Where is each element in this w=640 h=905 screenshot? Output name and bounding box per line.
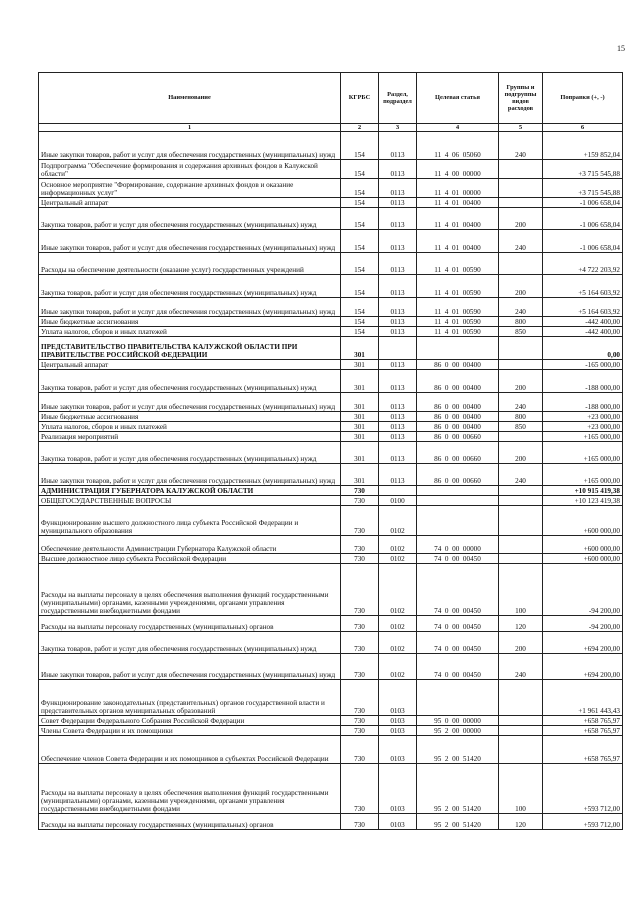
row-kgrbs: 301 xyxy=(341,370,379,393)
row-kgrbs: 154 xyxy=(341,230,379,253)
row-group: 100 xyxy=(499,764,543,814)
budget-amendments-table xyxy=(38,72,623,830)
table-row xyxy=(39,814,623,830)
row-article: 95 2 00 00000 xyxy=(417,726,499,736)
row-kgrbs: 730 xyxy=(341,716,379,726)
row-kgrbs: 154 xyxy=(341,208,379,230)
table-row xyxy=(39,464,623,486)
row-group xyxy=(499,179,543,198)
row-kgrbs: 730 xyxy=(341,764,379,814)
row-name: Уплата налогов, сборов и иных платежей xyxy=(39,422,341,432)
row-article xyxy=(417,680,499,716)
row-razdel: 0113 xyxy=(379,253,417,275)
row-razdel: 0102 xyxy=(379,616,417,632)
row-group: 850 xyxy=(499,422,543,432)
row-group xyxy=(499,554,543,564)
row-razdel xyxy=(379,486,417,496)
row-name: Основное мероприятие "Формирование, содержание архивных фондов и оказание информационных услуг" xyxy=(39,179,341,198)
row-razdel: 0113 xyxy=(379,432,417,442)
row-razdel: 0102 xyxy=(379,506,417,536)
row-group: 100 xyxy=(499,564,543,616)
row-kgrbs: 730 xyxy=(341,486,379,496)
row-name: Функционирование высшего должностного лица субъекта Российской Федерации и муниципального образования xyxy=(39,506,341,536)
table-row xyxy=(39,230,623,253)
table-row xyxy=(39,764,623,814)
col-number: 2 xyxy=(341,124,379,132)
row-razdel: 0113 xyxy=(379,412,417,422)
row-kgrbs: 730 xyxy=(341,616,379,632)
row-kgrbs: 154 xyxy=(341,275,379,298)
row-amount: 0,00 xyxy=(543,337,623,360)
row-amount: +5 164 603,92 xyxy=(543,298,623,317)
row-kgrbs: 154 xyxy=(341,179,379,198)
row-amount: +165 000,00 xyxy=(543,464,623,486)
row-group: 240 xyxy=(499,464,543,486)
row-kgrbs: 301 xyxy=(341,337,379,360)
row-amount: +23 000,00 xyxy=(543,412,623,422)
row-razdel: 0100 xyxy=(379,496,417,506)
table-row xyxy=(39,422,623,432)
col-number: 4 xyxy=(417,124,499,132)
row-razdel: 0113 xyxy=(379,275,417,298)
row-article: 74 0 00 00000 xyxy=(417,536,499,554)
table-row xyxy=(39,680,623,716)
row-group xyxy=(499,726,543,736)
row-kgrbs: 301 xyxy=(341,442,379,464)
row-name: АДМИНИСТРАЦИЯ ГУБЕРНАТОРА КАЛУЖСКОЙ ОБЛАСТИ xyxy=(39,486,341,496)
table-row xyxy=(39,412,623,422)
column-number-row xyxy=(39,124,623,132)
row-razdel xyxy=(379,337,417,360)
row-amount: -1 006 658,04 xyxy=(543,208,623,230)
row-razdel: 0113 xyxy=(379,132,417,160)
row-group xyxy=(499,486,543,496)
table-row xyxy=(39,360,623,370)
row-razdel: 0113 xyxy=(379,160,417,179)
row-group: 850 xyxy=(499,327,543,337)
row-amount: +593 712,00 xyxy=(543,814,623,830)
row-razdel: 0113 xyxy=(379,327,417,337)
row-article: 95 0 00 00000 xyxy=(417,716,499,726)
row-amount: -94 200,00 xyxy=(543,616,623,632)
row-kgrbs: 301 xyxy=(341,360,379,370)
row-name: Иные бюджетные ассигнования xyxy=(39,317,341,327)
row-article xyxy=(417,486,499,496)
row-kgrbs: 730 xyxy=(341,736,379,764)
row-name: Закупка товаров, работ и услуг для обеспечения государственных (муниципальных) нужд xyxy=(39,632,341,654)
col-number: 1 xyxy=(39,124,341,132)
table-row xyxy=(39,654,623,680)
row-razdel: 0113 xyxy=(379,360,417,370)
row-kgrbs: 730 xyxy=(341,536,379,554)
row-name: Закупка товаров, работ и услуг для обеспечения государственных (муниципальных) нужд xyxy=(39,442,341,464)
row-razdel: 0113 xyxy=(379,393,417,412)
row-razdel: 0103 xyxy=(379,680,417,716)
row-amount: +658 765,97 xyxy=(543,716,623,726)
row-article: 74 0 00 00450 xyxy=(417,554,499,564)
row-name: Совет Федерации Федерального Собрания Российской Федерации xyxy=(39,716,341,726)
row-kgrbs: 730 xyxy=(341,726,379,736)
table-row xyxy=(39,616,623,632)
row-article: 95 2 00 51420 xyxy=(417,764,499,814)
row-razdel: 0113 xyxy=(379,198,417,208)
table-row xyxy=(39,564,623,616)
table-row xyxy=(39,327,623,337)
row-name: Реализация мероприятий xyxy=(39,432,341,442)
row-kgrbs: 730 xyxy=(341,564,379,616)
row-article: 74 0 00 00450 xyxy=(417,654,499,680)
row-name: Расходы на выплаты персоналу государственных (муниципальных) органов xyxy=(39,616,341,632)
table-row xyxy=(39,716,623,726)
row-amount: -188 000,00 xyxy=(543,370,623,393)
row-kgrbs: 730 xyxy=(341,680,379,716)
row-amount: +600 000,00 xyxy=(543,554,623,564)
row-article: 86 0 00 00400 xyxy=(417,393,499,412)
row-kgrbs: 301 xyxy=(341,432,379,442)
row-article: 11 4 01 00000 xyxy=(417,179,499,198)
row-article: 86 0 00 00400 xyxy=(417,370,499,393)
row-kgrbs: 301 xyxy=(341,464,379,486)
col-number: 6 xyxy=(543,124,623,132)
row-kgrbs: 154 xyxy=(341,327,379,337)
row-amount: +593 712,00 xyxy=(543,764,623,814)
table-row xyxy=(39,198,623,208)
row-article: 11 4 01 00590 xyxy=(417,317,499,327)
table-row xyxy=(39,317,623,327)
row-article: 86 0 00 00400 xyxy=(417,360,499,370)
row-group: 240 xyxy=(499,393,543,412)
row-amount: +658 765,97 xyxy=(543,736,623,764)
row-razdel: 0113 xyxy=(379,230,417,253)
table-row xyxy=(39,208,623,230)
row-name: Иные закупки товаров, работ и услуг для обеспечения государственных (муниципальных) нужд xyxy=(39,654,341,680)
table-row xyxy=(39,432,623,442)
row-group xyxy=(499,198,543,208)
row-name: Иные закупки товаров, работ и услуг для обеспечения государственных (муниципальных) нужд xyxy=(39,132,341,160)
row-group: 200 xyxy=(499,632,543,654)
col-number: 3 xyxy=(379,124,417,132)
row-name: Иные закупки товаров, работ и услуг для обеспечения государственных (муниципальных) нужд xyxy=(39,230,341,253)
col-header-groups: Группы и подгруппы видов расходов xyxy=(499,73,543,124)
row-kgrbs: 154 xyxy=(341,160,379,179)
table-row xyxy=(39,554,623,564)
table-row xyxy=(39,486,623,496)
row-group: 200 xyxy=(499,275,543,298)
row-name: Закупка товаров, работ и услуг для обеспечения государственных (муниципальных) нужд xyxy=(39,275,341,298)
row-group xyxy=(499,432,543,442)
row-group: 120 xyxy=(499,616,543,632)
row-kgrbs: 730 xyxy=(341,496,379,506)
col-header-article: Целевая статья xyxy=(417,73,499,124)
row-amount: +694 200,00 xyxy=(543,654,623,680)
table-row xyxy=(39,506,623,536)
row-razdel: 0103 xyxy=(379,716,417,726)
row-article: 11 4 00 00000 xyxy=(417,160,499,179)
row-group: 200 xyxy=(499,442,543,464)
row-article xyxy=(417,496,499,506)
row-razdel: 0113 xyxy=(379,442,417,464)
row-name: Иные закупки товаров, работ и услуг для обеспечения государственных (муниципальных) нужд xyxy=(39,464,341,486)
row-amount: +23 000,00 xyxy=(543,422,623,432)
table-row xyxy=(39,370,623,393)
row-name: ОБЩЕГОСУДАРСТВЕННЫЕ ВОПРОСЫ xyxy=(39,496,341,506)
header-row xyxy=(39,73,623,124)
row-name: Уплата налогов, сборов и иных платежей xyxy=(39,327,341,337)
row-kgrbs: 301 xyxy=(341,422,379,432)
row-group xyxy=(499,680,543,716)
row-group xyxy=(499,160,543,179)
row-group: 800 xyxy=(499,412,543,422)
row-group: 240 xyxy=(499,230,543,253)
table-row xyxy=(39,726,623,736)
row-amount: +658 765,97 xyxy=(543,726,623,736)
row-amount: -188 000,00 xyxy=(543,393,623,412)
row-name: Расходы на выплаты персоналу в целях обеспечения выполнения функций государственными (муниципальными) органами, казенными учреждениями, органами управления государственными внебюджетными фондами xyxy=(39,564,341,616)
row-article: 11 4 06 05060 xyxy=(417,132,499,160)
row-group: 200 xyxy=(499,208,543,230)
row-article: 86 0 00 00400 xyxy=(417,422,499,432)
row-group xyxy=(499,360,543,370)
row-group xyxy=(499,736,543,764)
col-header-kgrbs: КГРБС xyxy=(341,73,379,124)
row-group: 120 xyxy=(499,814,543,830)
row-name: Расходы на выплаты персоналу в целях обеспечения выполнения функций государственными (муниципальными) органами, казенными учреждениями, органами управления государственными внебюджетными фондами xyxy=(39,764,341,814)
col-header-razdel: Раздел, подраздел xyxy=(379,73,417,124)
row-razdel: 0113 xyxy=(379,464,417,486)
row-group xyxy=(499,496,543,506)
row-razdel: 0103 xyxy=(379,764,417,814)
table-row xyxy=(39,160,623,179)
table-row xyxy=(39,298,623,317)
row-group xyxy=(499,253,543,275)
row-kgrbs: 730 xyxy=(341,632,379,654)
row-article: 86 0 00 00660 xyxy=(417,464,499,486)
row-razdel: 0102 xyxy=(379,564,417,616)
row-article: 11 4 01 00590 xyxy=(417,298,499,317)
row-kgrbs: 730 xyxy=(341,554,379,564)
row-razdel: 0102 xyxy=(379,536,417,554)
row-amount: +600 000,00 xyxy=(543,536,623,554)
row-name: ПРЕДСТАВИТЕЛЬСТВО ПРАВИТЕЛЬСТВА КАЛУЖСКОЙ ОБЛАСТИ ПРИ ПРАВИТЕЛЬСТВЕ РОССИЙСКОЙ ФЕДЕРАЦИИ xyxy=(39,337,341,360)
row-amount: +10 123 419,38 xyxy=(543,496,623,506)
row-razdel: 0102 xyxy=(379,554,417,564)
row-amount: +600 000,00 xyxy=(543,506,623,536)
row-kgrbs: 730 xyxy=(341,506,379,536)
row-article: 11 4 01 00400 xyxy=(417,208,499,230)
row-amount: -442 400,00 xyxy=(543,327,623,337)
row-group: 240 xyxy=(499,132,543,160)
row-razdel: 0113 xyxy=(379,370,417,393)
row-amount: +694 200,00 xyxy=(543,632,623,654)
row-group xyxy=(499,337,543,360)
table-row xyxy=(39,393,623,412)
row-amount: +5 164 603,92 xyxy=(543,275,623,298)
table-row xyxy=(39,179,623,198)
row-article xyxy=(417,506,499,536)
row-name: Центральный аппарат xyxy=(39,198,341,208)
table-row xyxy=(39,337,623,360)
row-amount: +165 000,00 xyxy=(543,432,623,442)
row-name: Закупка товаров, работ и услуг для обеспечения государственных (муниципальных) нужд xyxy=(39,370,341,393)
table-row xyxy=(39,536,623,554)
row-kgrbs: 154 xyxy=(341,198,379,208)
row-name: Высшее должностное лицо субъекта Российской Федерации xyxy=(39,554,341,564)
row-name: Обеспечение деятельности Администрации Губернатора Калужской области xyxy=(39,536,341,554)
row-group: 800 xyxy=(499,317,543,327)
row-group xyxy=(499,716,543,726)
page-number: 15 xyxy=(617,44,625,53)
row-name: Функционирование законодательных (представительных) органов государственной власти и представительных органов муниципальных образований xyxy=(39,680,341,716)
row-amount: +10 915 419,38 xyxy=(543,486,623,496)
row-amount: +4 722 203,92 xyxy=(543,253,623,275)
row-razdel: 0103 xyxy=(379,726,417,736)
row-name: Члены Совета Федерации и их помощники xyxy=(39,726,341,736)
row-razdel: 0113 xyxy=(379,422,417,432)
row-group xyxy=(499,536,543,554)
row-amount: -442 400,00 xyxy=(543,317,623,327)
row-article: 86 0 00 00660 xyxy=(417,442,499,464)
row-name: Иные закупки товаров, работ и услуг для обеспечения государственных (муниципальных) нужд xyxy=(39,298,341,317)
row-article xyxy=(417,337,499,360)
row-group xyxy=(499,506,543,536)
table-row xyxy=(39,275,623,298)
row-name: Центральный аппарат xyxy=(39,360,341,370)
row-article: 11 4 01 00590 xyxy=(417,327,499,337)
col-header-amount: Поправки (+, -) xyxy=(543,73,623,124)
row-amount: +159 852,04 xyxy=(543,132,623,160)
row-name: Подпрограмма "Обеспечение формирования и содержания архивных фондов в Калужской области" xyxy=(39,160,341,179)
row-group: 200 xyxy=(499,370,543,393)
row-razdel: 0113 xyxy=(379,179,417,198)
row-name: Закупка товаров, работ и услуг для обеспечения государственных (муниципальных) нужд xyxy=(39,208,341,230)
row-amount: -94 200,00 xyxy=(543,564,623,616)
row-razdel: 0102 xyxy=(379,632,417,654)
row-article: 74 0 00 00450 xyxy=(417,564,499,616)
row-article: 86 0 00 00660 xyxy=(417,432,499,442)
row-name: Обеспечение членов Совета Федерации и их помощников в субъектах Российской Федерации xyxy=(39,736,341,764)
row-razdel: 0113 xyxy=(379,317,417,327)
row-name: Расходы на обеспечение деятельности (оказание услуг) государственных учреждений xyxy=(39,253,341,275)
row-article: 74 0 00 00450 xyxy=(417,616,499,632)
row-kgrbs: 154 xyxy=(341,317,379,327)
row-article: 74 0 00 00450 xyxy=(417,632,499,654)
row-article: 11 4 01 00400 xyxy=(417,198,499,208)
table-row xyxy=(39,253,623,275)
row-amount: -1 006 658,04 xyxy=(543,198,623,208)
row-name: Иные закупки товаров, работ и услуг для обеспечения государственных (муниципальных) нужд xyxy=(39,393,341,412)
row-amount: -165 000,00 xyxy=(543,360,623,370)
row-kgrbs: 154 xyxy=(341,298,379,317)
table-row xyxy=(39,132,623,160)
row-article: 11 4 01 00590 xyxy=(417,253,499,275)
row-amount: +3 715 545,88 xyxy=(543,179,623,198)
row-kgrbs: 730 xyxy=(341,814,379,830)
row-article: 11 4 01 00400 xyxy=(417,230,499,253)
row-amount: +1 961 443,43 xyxy=(543,680,623,716)
row-name: Расходы на выплаты персоналу государственных (муниципальных) органов xyxy=(39,814,341,830)
table-row xyxy=(39,496,623,506)
row-group: 240 xyxy=(499,654,543,680)
row-name: Иные бюджетные ассигнования xyxy=(39,412,341,422)
row-article: 11 4 01 00590 xyxy=(417,275,499,298)
row-kgrbs: 301 xyxy=(341,412,379,422)
table-row xyxy=(39,736,623,764)
row-kgrbs: 154 xyxy=(341,132,379,160)
row-kgrbs: 154 xyxy=(341,253,379,275)
row-article: 95 2 00 51420 xyxy=(417,814,499,830)
row-amount: -1 006 658,04 xyxy=(543,230,623,253)
row-razdel: 0102 xyxy=(379,654,417,680)
row-razdel: 0113 xyxy=(379,298,417,317)
row-article: 95 2 00 51420 xyxy=(417,736,499,764)
col-header-name: Наименование xyxy=(39,73,341,124)
table-row xyxy=(39,442,623,464)
row-razdel: 0103 xyxy=(379,736,417,764)
table-row xyxy=(39,632,623,654)
row-amount: +3 715 545,88 xyxy=(543,160,623,179)
row-article: 86 0 00 00400 xyxy=(417,412,499,422)
row-kgrbs: 301 xyxy=(341,393,379,412)
col-number: 5 xyxy=(499,124,543,132)
row-amount: +165 000,00 xyxy=(543,442,623,464)
row-razdel: 0113 xyxy=(379,208,417,230)
row-kgrbs: 730 xyxy=(341,654,379,680)
row-group: 240 xyxy=(499,298,543,317)
row-razdel: 0103 xyxy=(379,814,417,830)
